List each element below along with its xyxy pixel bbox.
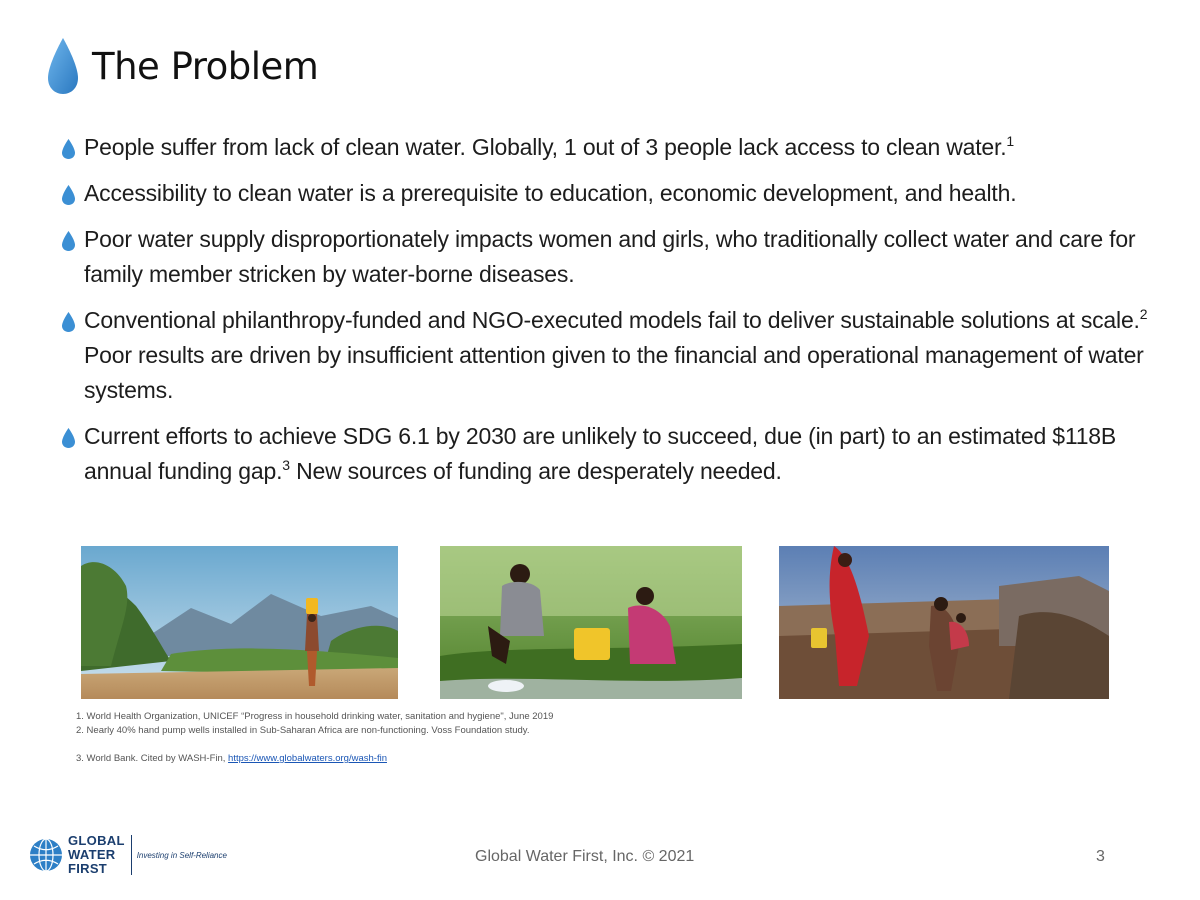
water-drop-icon <box>62 428 75 448</box>
footnote-1: 1. World Health Organization, UNICEF “Progress in household drinking water, sanitation and hygiene", June 2019 <box>76 711 554 722</box>
globe-icon <box>28 837 64 873</box>
bullet-item <box>60 419 1150 489</box>
global-water-first-logo <box>28 834 227 876</box>
footnotes <box>76 710 553 766</box>
logo-divider <box>131 835 132 875</box>
title-row <box>46 36 318 96</box>
water-drop-icon <box>62 185 75 205</box>
footnote-ref: 3 <box>282 457 290 473</box>
bullet-item <box>60 176 1150 211</box>
footnote-ref: 1 <box>1006 133 1014 149</box>
footer-copyright: Global Water First, Inc. © 2021 <box>475 848 695 865</box>
photo-children-collecting-water <box>440 546 742 699</box>
photo-women-walking-with-water <box>779 546 1109 699</box>
bullet-text: People suffer from lack of clean water. Globally, 1 out of 3 people lack access to clean water. <box>84 134 1007 160</box>
bullet-text: Poor results are driven by insufficient attention given to the financial and operational management of water systems. <box>84 342 1144 403</box>
bullet-text: Accessibility to clean water is a prerequisite to education, economic development, and health. <box>84 180 1017 206</box>
logo-tagline: Investing in Self-Reliance <box>136 850 227 860</box>
logo-line: FIRST <box>68 861 108 876</box>
footnote-ref: 2 <box>1139 306 1148 322</box>
wash-fin-link[interactable]: https://www.globalwaters.org/wash-fin <box>228 753 387 764</box>
bullet-item <box>60 303 1150 408</box>
footnote-2: 2. Nearly 40% hand pump wells installed in Sub-Saharan Africa are non-functioning. Voss Foundation study. <box>76 725 530 736</box>
bullet-list <box>60 130 1150 500</box>
page-title: The Problem <box>92 44 319 88</box>
footnote-3 <box>76 752 553 766</box>
bullet-text: New sources of funding are desperately needed. <box>289 458 782 484</box>
photo-woman-carrying-water <box>81 546 398 699</box>
logo-line: GLOBAL <box>68 833 125 848</box>
bullet-text: Poor water supply disproportionately impacts women and girls, who traditionally collect water and care for family member stricken by water-borne diseases. <box>84 226 1136 287</box>
water-drop-icon <box>62 139 75 159</box>
bullet-text: Current efforts to achieve SDG 6.1 by 2030 are unlikely to succeed, due (in part) to an estimated $118B annual funding gap. <box>84 423 1117 484</box>
logo-wordmark <box>68 834 125 876</box>
bullet-item <box>60 130 1150 165</box>
water-drop-icon <box>46 36 80 96</box>
page-number: 3 <box>1096 848 1105 865</box>
water-drop-icon <box>62 231 75 251</box>
water-drop-icon <box>62 312 75 332</box>
bullet-item <box>60 222 1150 292</box>
logo-line: WATER <box>68 847 116 862</box>
footnote-3-text: 3. World Bank. Cited by WASH-Fin, <box>76 753 229 764</box>
bullet-text: Conventional philanthropy-funded and NGO-executed models fail to deliver sustainable solutions at scale. <box>84 307 1140 333</box>
